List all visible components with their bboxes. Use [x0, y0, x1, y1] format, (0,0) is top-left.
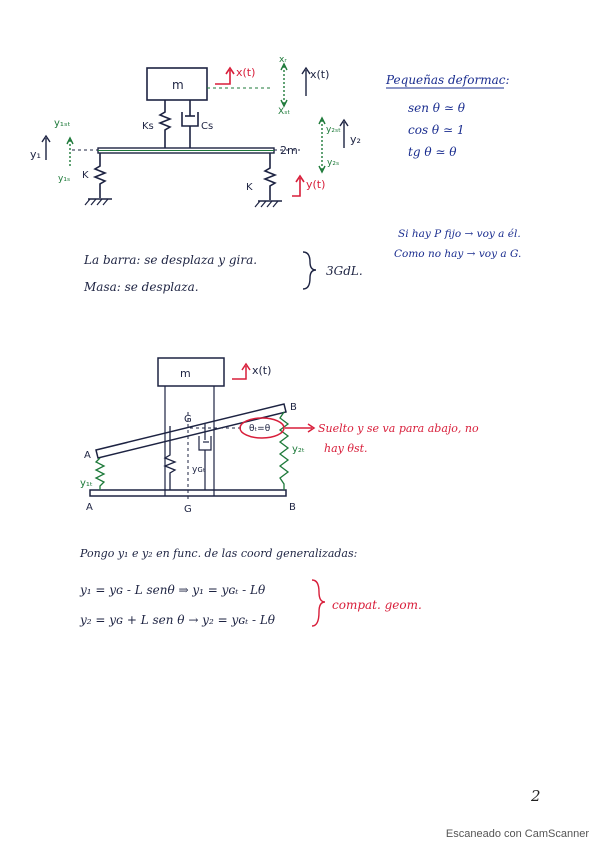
fig2-force-label: x(t) — [252, 364, 272, 377]
figure-1 — [72, 68, 300, 207]
desc-bar: La barra: se desplaza y gira. — [84, 253, 258, 267]
fig1-xst-label: Xₛₜ — [278, 107, 291, 117]
desc-brace — [303, 252, 316, 289]
fig1-labels — [30, 55, 361, 193]
equation-y2: y₂ = yɢ + L sen θ → y₂ = yɢₜ - Lθ — [80, 613, 276, 627]
small-angle-notes — [385, 73, 510, 159]
fig1-k-right-label: K — [246, 182, 253, 193]
fig1-spring-left — [95, 153, 105, 198]
fig2-a-top-label: A — [84, 450, 91, 461]
fig1-y1st-label: y₁ₛₜ — [54, 118, 71, 129]
fig1-mass-label: m — [172, 78, 184, 92]
fig2-b-top-label: B — [290, 402, 297, 413]
equation-y1: y₁ = yɢ - L senθ ⇒ y₁ = yɢₜ - Lθ — [80, 583, 266, 597]
fig1-coordinate-arrows — [42, 64, 348, 172]
dof-description — [83, 252, 363, 294]
equations-label-group — [332, 598, 422, 612]
notes-fixed-point: Si hay P fijo → voy a él. — [398, 228, 521, 240]
desc-gdl: 3GdL. — [326, 264, 363, 278]
fig1-ks-label: Ks — [142, 121, 154, 132]
fig2-b-bottom-label: B — [289, 502, 296, 513]
fig1-spring-ks — [160, 100, 170, 148]
fig1-k-left-label: K — [82, 170, 89, 181]
fig1-force-arrows — [215, 68, 304, 196]
fig1-cs-label: Cs — [201, 121, 214, 132]
equations — [79, 547, 357, 627]
fig1-2m-label: 2m — [280, 144, 298, 157]
notes-sin: sen θ ≃ θ — [408, 101, 465, 115]
page-number: 2 — [531, 787, 541, 805]
fig1-xr-label: xᵣ — [279, 55, 287, 65]
fig1-xt-label: x(t) — [310, 68, 330, 81]
fig1-yt-label: y(t) — [306, 178, 326, 191]
fig2-theta-label: θₜ=θ — [249, 424, 271, 434]
fig2-release-note — [318, 422, 479, 455]
fig2-a-bottom-label: A — [86, 502, 93, 513]
notes-title: Pequeñas deformac: — [386, 73, 510, 87]
fig2-spring-left — [96, 458, 104, 490]
fig2-g-top-label: G — [184, 414, 192, 425]
equations-brace — [312, 580, 325, 626]
fig1-y1s-label: y₁ₛ — [58, 174, 71, 184]
notes-tan: tg θ ≃ θ — [408, 145, 457, 159]
notes-go-to-g: Como no hay → voy a G. — [394, 248, 522, 260]
reference-point-notes — [394, 228, 521, 260]
fig1-y2-label: y₂ — [350, 133, 361, 146]
fig1-y2st-label: y₂ₛₜ — [326, 125, 341, 135]
fig1-spring-right — [265, 153, 275, 200]
notes-cos: cos θ ≃ 1 — [408, 123, 465, 137]
fig1-y2s-label: y₂ₛ — [327, 158, 340, 168]
desc-mass: Masa: se desplaza. — [84, 280, 199, 294]
fig2-mass-block — [158, 358, 224, 386]
fig2-spring-center — [165, 426, 175, 490]
fig2-red-annotations — [232, 364, 314, 438]
equations-intro: Pongo y₁ e y₂ en func. de las coord generalizadas: — [80, 547, 358, 560]
fig2-ygt-label: yɢₜ — [192, 465, 206, 475]
fig2-note-line1: Suelto y se va para abajo, no — [318, 422, 479, 435]
fig2-y1t-label: y₁ₜ — [80, 478, 93, 489]
equations-label: compat. geom. — [332, 598, 422, 612]
fig1-force-label: x(t) — [236, 66, 256, 79]
fig2-note-line2: hay θst. — [324, 442, 368, 455]
fig2-g-bottom-label: G — [184, 504, 192, 515]
scanner-watermark: Escaneado con CamScanner — [445, 828, 589, 840]
fig2-mass-label: m — [180, 367, 191, 380]
fig1-y1-label: y₁ — [30, 148, 41, 161]
fig2-y2t-label: y₂ₜ — [292, 444, 305, 455]
